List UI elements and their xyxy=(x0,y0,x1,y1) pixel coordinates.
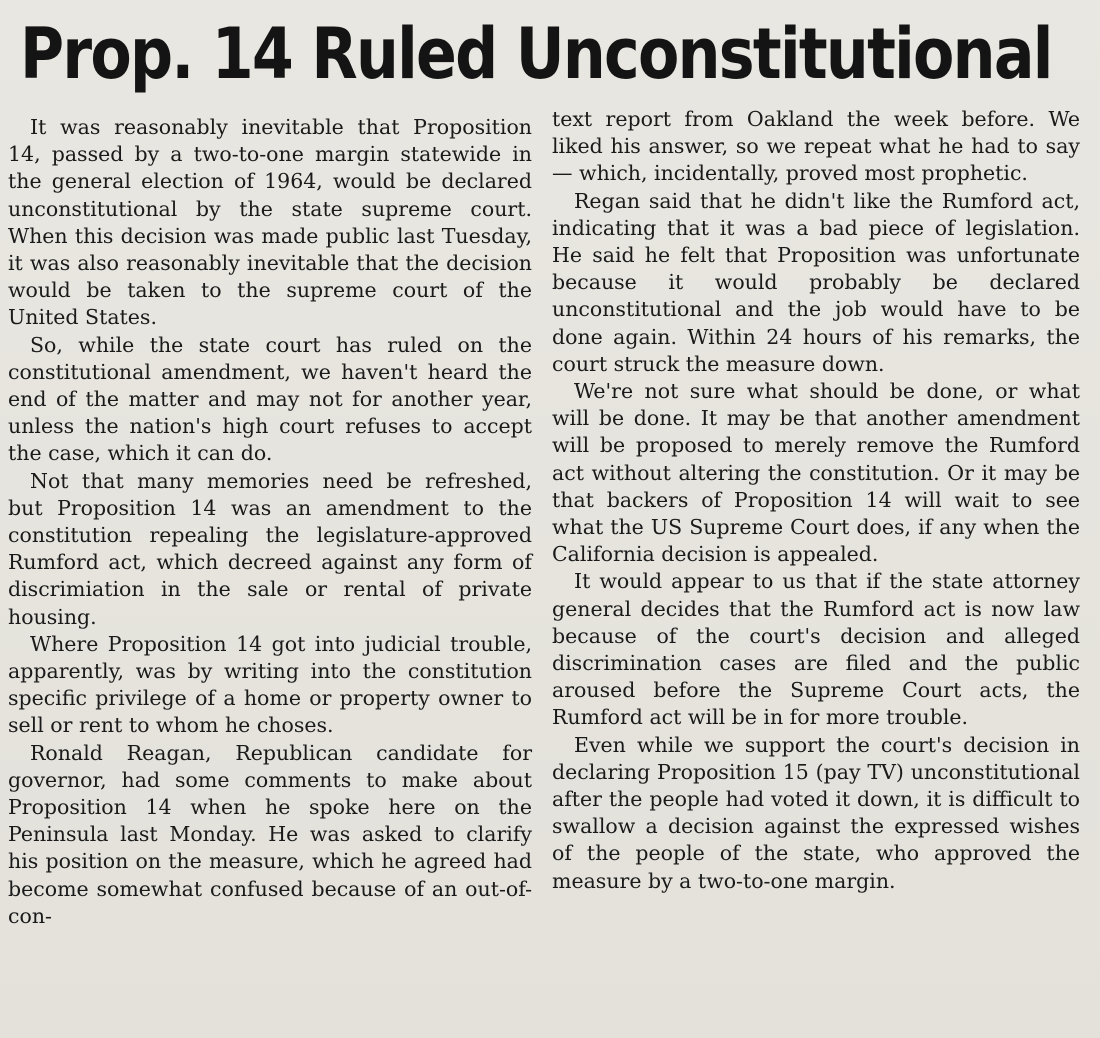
left-column xyxy=(8,114,532,930)
paragraph: Where Proposition 14 got into judicial trouble, apparently, was by writing into the constitution specific privilege of a home or property owner to sell or rent to whom he choses. xyxy=(8,631,532,738)
paragraph: Even while we support the court's decision in declaring Proposition 15 (pay TV) unconstitutional after the people had voted it down, it is difficult to swallow a decision against the expressed wishes of the people of the state, who approved the measure by a two-to-one margin. xyxy=(552,732,1080,893)
paragraph-continued: text report from Oakland the week before. We liked his answer, so we repeat what he had to say — which, incidentally, proved most prophetic. xyxy=(552,107,1080,186)
paragraph: It would appear to us that if the state attorney general decides that the Rumford act is now law because of the court's decision and alleged discrimination cases are filed and the public aroused before the Supreme Court acts, the Rumford act will be in for more trouble. xyxy=(552,569,1080,730)
paragraph: We're not sure what should be done, or what will be done. It may be that another amendment will be proposed to merely remove the Rumford act without altering the constitution. Or it may be that backers of Proposition 14 will wait to see what the US Supreme Court does, if any when the California decision is appealed. xyxy=(552,379,1080,567)
paragraph: Ronald Reagan, Republican candidate for governor, had some comments to make about Proposition 14 when he spoke here on the Peninsula last Monday. He was asked to clarify his position on the measure, which he agreed had become somewhat confused because of an out-of-con- xyxy=(8,740,532,928)
paragraph: Not that many memories need be refreshed, but Proposition 14 was an amendment to the constitution repealing the legislature-approved Rumford act, which decreed against any form of discrimiation in the sale or rental of private housing. xyxy=(8,468,532,629)
right-column xyxy=(552,106,1080,895)
paragraph: So, while the state court has ruled on the constitutional amendment, we haven't heard the end of the matter and may not for another year, unless the nation's high court refuses to accept the case, which it can do. xyxy=(8,332,532,466)
headline: Prop. 14 Ruled Unconstitutional xyxy=(20,13,1052,95)
paragraph: It was reasonably inevitable that Proposition 14, passed by a two-to-one margin statewide in the general election of 1964, would be declared unconstitutional by the state supreme court. When this decision was made public last Tuesday, it was also reasonably inevitable that the decision would be taken to the supreme court of the United States. xyxy=(8,115,532,330)
paragraph: Regan said that he didn't like the Rumford act, indicating that it was a bad piece of legislation. He said he felt that Proposition was unfortunate because it would probably be declared unconstitutional and the job would have to be done again. Within 24 hours of his remarks, the court struck the measure down. xyxy=(552,188,1080,376)
